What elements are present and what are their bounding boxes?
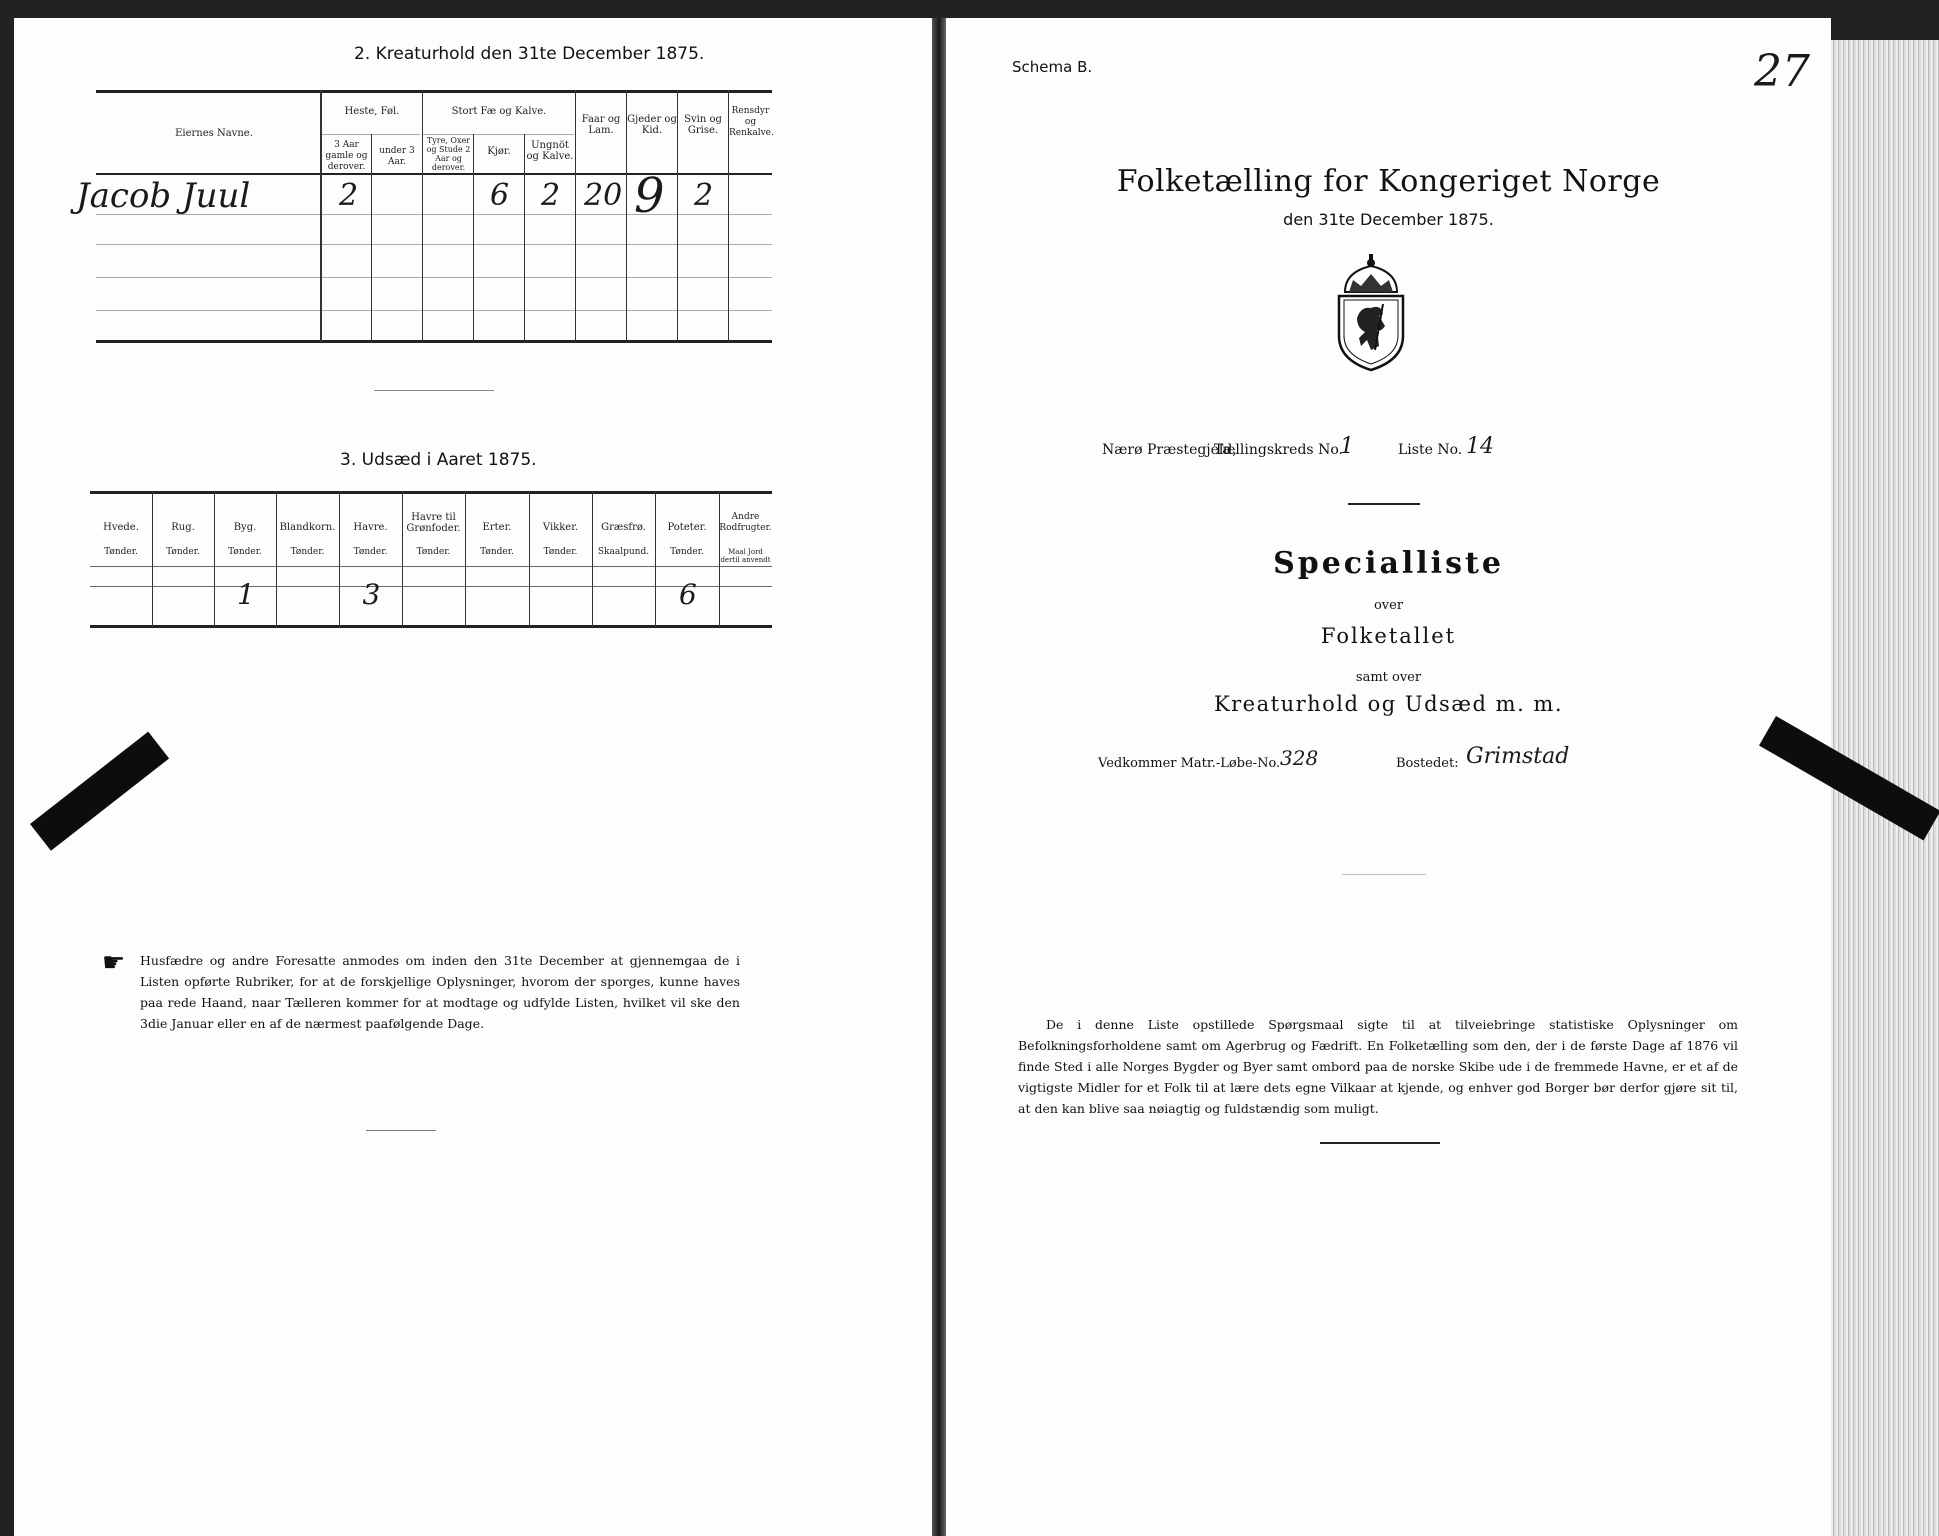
- divider: [374, 390, 494, 391]
- folketallet-text: Folketallet: [1320, 624, 1457, 648]
- sheep-header: Faar og Lam.: [581, 114, 621, 136]
- list-label: Liste No.: [1398, 442, 1463, 458]
- footer-text: De i denne Liste opstillede Spørgsmaal sigte til at tilveiebringe statistiske Oplysninger om Befolkningsforholdene samt om Agerbrug og Fædrift. En Folketælling som den, der i de første Dage af 1876 vil finde Sted i alle Norges Bygder og Byer samt ombord paa de norske Skibe ude i de fremmede Havne, er et af de vigtigste Midler for et Folk til at lære dets egne Vilkaar at kjende, og enhver god Borger bør derfor gjøre sit til, at den kan blive saa nøiagtig og fuldstændig som muligt.: [1018, 1017, 1738, 1116]
- seed-heading: 3. Udsæd i Aaret 1875.: [340, 450, 537, 470]
- notice-text: Husfædre og andre Foresatte anmodes om inden den 31te December at gjennemgaa de i Listen opførte Rubriker, for at de forskjellige Oplysninger, hvorom der sporges, kunne haves paa rede Haand, naar Tælleren kommer for at modtage og udfylde Listen, hvilket vil ske den 3die Januar eller en af de nærmest paafølgende Dage.: [140, 953, 740, 1031]
- bosted-value: Grimstad: [1466, 744, 1570, 769]
- parish-label: Nærø Præstegjeld,: [1102, 442, 1237, 458]
- seed-header: Rug.: [171, 522, 195, 533]
- horses-adult-value: 2: [339, 178, 359, 213]
- seed-unit: Tønder.: [166, 547, 200, 557]
- seed-header: Græsfrø.: [601, 522, 646, 533]
- seed-value: 6: [679, 578, 697, 611]
- pigs-value: 2: [694, 178, 714, 213]
- horses-group-header: Heste, Føl.: [344, 106, 400, 117]
- livestock-seed-title: Kreaturhold og Udsæd m. m.: [1213, 692, 1564, 716]
- seed-unit: Tønder.: [480, 547, 514, 557]
- seed-unit: Skaalpund.: [597, 547, 650, 557]
- seed-header: Andre Rodfrugter.: [719, 512, 772, 533]
- horses-young-header: under 3 Aar.: [379, 146, 415, 167]
- bosted-label: Bostedet:: [1396, 756, 1459, 771]
- seed-header: Vikker.: [542, 522, 579, 533]
- schema-label: Schema B.: [1012, 58, 1093, 76]
- cows-value: 6: [490, 178, 510, 213]
- seed-header: Havre til Grønfoder.: [406, 512, 461, 534]
- divider: [1342, 874, 1426, 875]
- seed-value: 1: [237, 578, 255, 611]
- owner-name: Jacob Juul: [76, 176, 251, 216]
- goats-value: 9: [634, 168, 665, 224]
- book-gutter: [932, 18, 946, 1536]
- seed-unit: Tønder.: [104, 547, 138, 557]
- divider: [1348, 503, 1420, 505]
- young-cattle-value: 2: [541, 178, 561, 213]
- cows-header: Kjør.: [487, 146, 511, 157]
- bottom-divider: [1320, 1142, 1440, 1144]
- matr-value: 328: [1280, 746, 1319, 770]
- seed-header: Blandkorn.: [279, 522, 336, 533]
- matr-label: Vedkommer Matr.-Løbe-No.: [1098, 756, 1281, 771]
- seed-unit: Tønder.: [670, 547, 704, 557]
- sheep-value: 20: [584, 178, 623, 213]
- young-cattle-header: Ungnöt og Kalve.: [526, 140, 574, 162]
- right-page: [946, 18, 1831, 1536]
- census-title: Folketælling for Kongeriget Norge: [1116, 164, 1661, 199]
- district-label: Tællingskreds No.: [1214, 442, 1343, 458]
- reindeer-header: Rensdyr og Renkalve.: [729, 106, 774, 138]
- seed-unit: Tønder.: [353, 547, 388, 557]
- horses-adult-header: 3 Aar gamle og derover.: [325, 140, 368, 172]
- seed-unit: Tønder.: [228, 547, 262, 557]
- owner-column-header: Eiernes Navne.: [175, 128, 253, 139]
- coat-of-arms-icon: [1331, 254, 1411, 372]
- seed-header: Poteter.: [667, 522, 707, 533]
- seed-unit: Tønder.: [416, 547, 451, 557]
- goats-header: Gjeder og Kid.: [627, 114, 677, 136]
- pigs-header: Svin og Grise.: [684, 114, 722, 136]
- seed-unit: Tønder.: [290, 547, 325, 557]
- left-page: [14, 18, 933, 1536]
- seed-header: Havre.: [353, 522, 388, 533]
- seed-header: Byg.: [233, 522, 257, 533]
- census-date: den 31te December 1875.: [1283, 210, 1494, 229]
- seed-unit: Maal Jord dertil anvendt: [720, 548, 771, 564]
- samt-over-text: samt over: [1355, 670, 1422, 685]
- special-list-title: Specialliste: [1273, 546, 1504, 581]
- seed-header: Hvede.: [103, 522, 139, 533]
- livestock-heading: 2. Kreaturhold den 31te December 1875.: [354, 44, 705, 64]
- over-text: over: [1373, 598, 1404, 613]
- seed-value: 3: [362, 578, 381, 611]
- cattle-group-header: Stort Fæ og Kalve.: [451, 106, 547, 117]
- district-value: 1: [1340, 434, 1354, 459]
- seed-unit: Tønder.: [543, 547, 578, 557]
- page-number: 27: [1754, 46, 1810, 97]
- pointing-hand-icon: ☛: [102, 948, 126, 978]
- bulls-header: Tyre, Oxer og Stude 2 Aar og derover.: [426, 136, 471, 172]
- bottom-divider: [366, 1130, 436, 1131]
- seed-header: Erter.: [482, 522, 512, 533]
- list-value: 14: [1466, 434, 1494, 459]
